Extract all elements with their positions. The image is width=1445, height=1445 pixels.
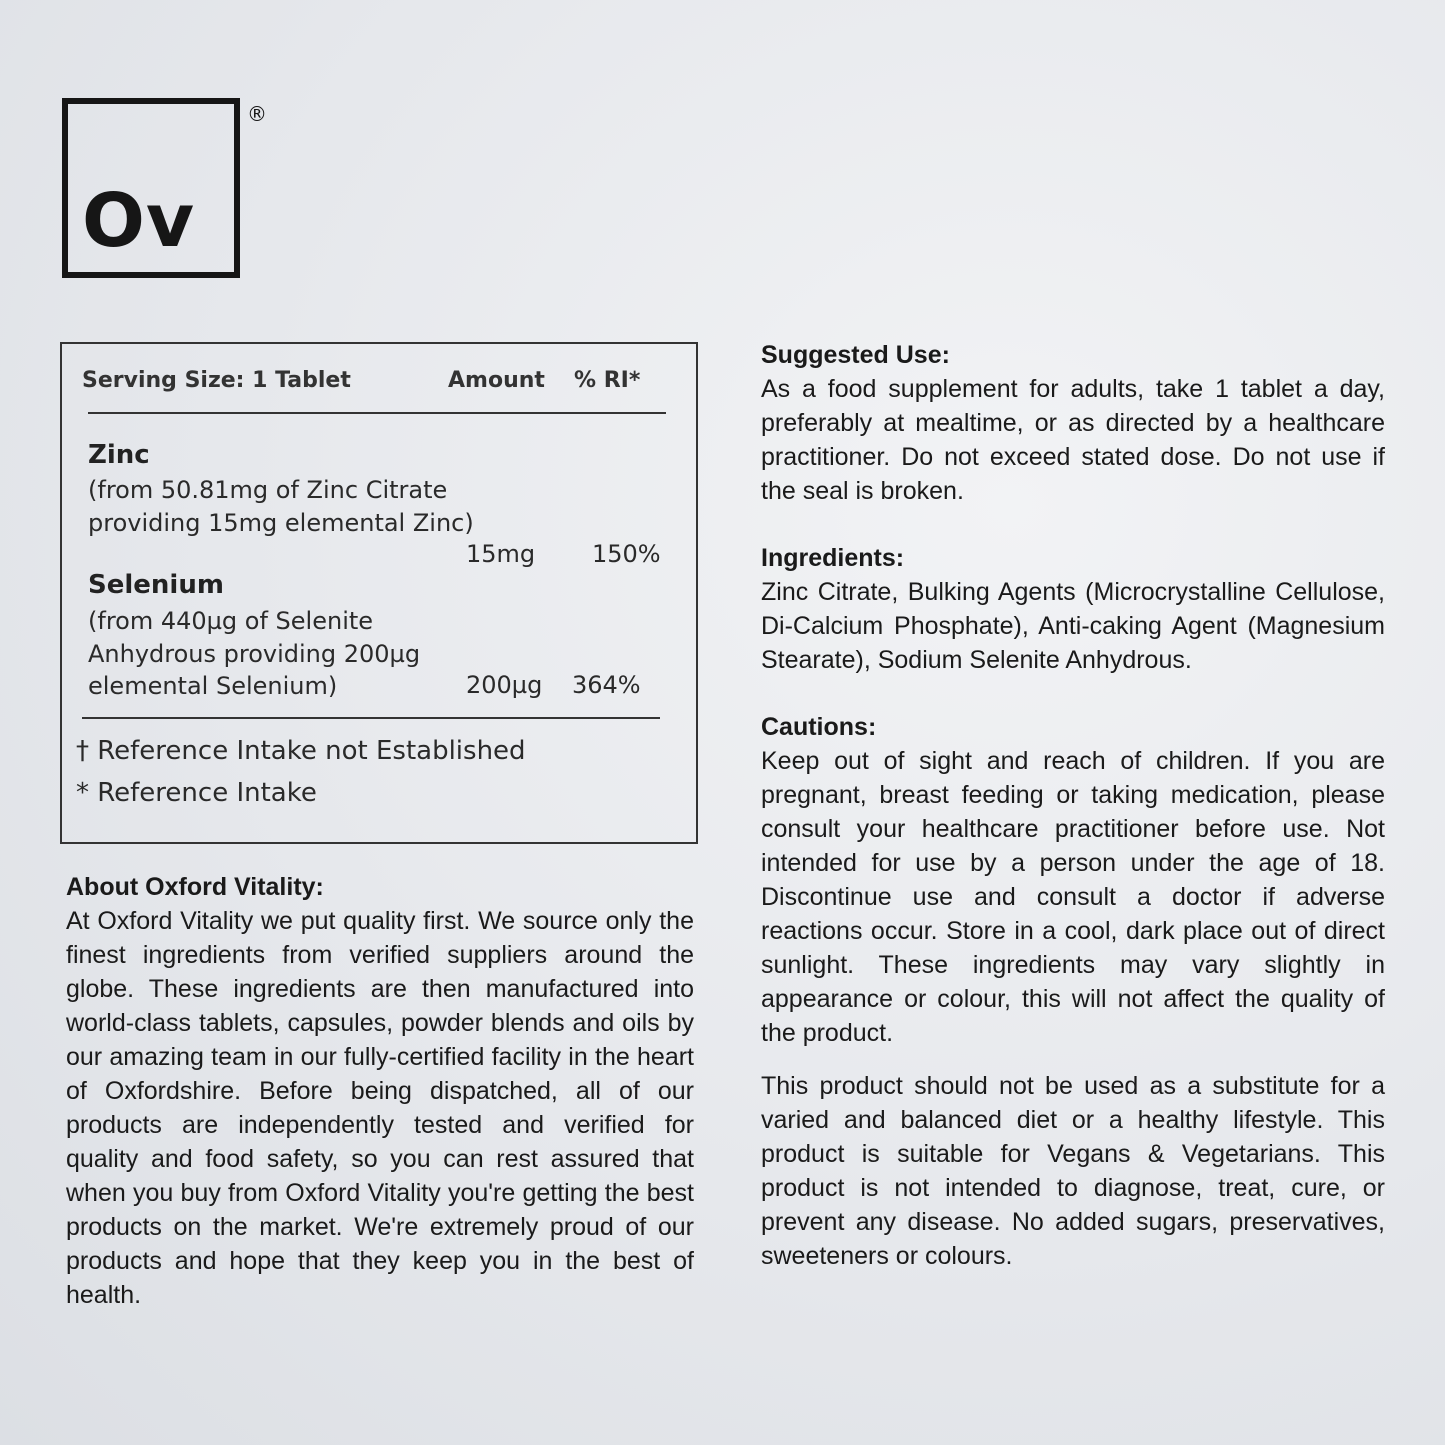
footer-divider	[82, 717, 660, 719]
cautions-body: Keep out of sight and reach of children. If you are pregnant, breast feeding or taking medication, please consult your healthcare practitioner before use. Not intended for use by a person under the age of 18. Discontinue use and consult a doctor if adverse reactions occur. Store in a cool, dark place out of direct sunlight. These ingredients may vary slightly in appearance or colour, this will not affect the quality of the product.	[761, 747, 1385, 1047]
footnote: † Reference Intake not Established	[76, 736, 526, 766]
brand-logo	[62, 98, 240, 278]
nutrition-table	[60, 342, 698, 844]
disclaimer-section	[761, 1069, 1385, 1273]
suggested-use-section	[761, 338, 1385, 508]
ri-header: % RI*	[574, 368, 641, 393]
amount-header: Amount	[448, 368, 545, 393]
suggested-use-heading: Suggested Use:	[761, 341, 950, 369]
nutrient-ri: 364%	[572, 671, 641, 699]
nutrient-description: (from 440µg of Selenite Anhydrous providing 200µg elemental Selenium)	[88, 607, 421, 700]
nutrient-amount: 15mg	[466, 540, 536, 568]
registered-mark: ®	[247, 102, 267, 126]
cautions-section	[761, 710, 1385, 1050]
ingredients-heading: Ingredients:	[761, 544, 905, 572]
about-section	[66, 870, 694, 1312]
about-body: At Oxford Vitality we put quality first. We source only the finest ingredients from verified suppliers around the globe. These ingredients are then manufactured into world-class tablets, capsules, powder blends and oils by our amazing team in our fully-certified facility in the heart of Oxfordshire. Before being dispatched, all of our products are independently tested and verified for quality and food safety, so you can rest assured that when you buy from Oxford Vitality you're getting the best products on the market. We're extremely proud of our products and hope that they keep you in the best of health.	[66, 907, 694, 1309]
header-divider	[88, 412, 666, 414]
ingredients-body: Zinc Citrate, Bulking Agents (Microcrystalline Cellulose, Di-Calcium Phosphate), Anti-caking Agent (Magnesium Stearate), Sodium Selenite Anhydrous.	[761, 578, 1385, 674]
footnote: * Reference Intake	[76, 778, 317, 808]
logo-text: Ov	[82, 178, 196, 264]
nutrient-name: Selenium	[88, 570, 224, 600]
nutrient-ri: 150%	[592, 540, 661, 568]
suggested-use-body: As a food supplement for adults, take 1 tablet a day, preferably at mealtime, or as directed by a healthcare practitioner. Do not exceed stated dose. Do not use if the seal is broken.	[761, 375, 1385, 505]
disclaimer-body: This product should not be used as a substitute for a varied and balanced diet or a healthy lifestyle. This product is suitable for Vegans & Vegetarians. This product is not intended to diagnose, treat, cure, or prevent any disease. No added sugars, preservatives, sweeteners or colours.	[761, 1072, 1385, 1270]
nutrient-description: (from 50.81mg of Zinc Citrate providing 15mg elemental Zinc)	[88, 476, 474, 537]
ingredients-section	[761, 541, 1385, 677]
nutrient-name: Zinc	[88, 440, 150, 470]
nutrient-amount: 200µg	[466, 671, 543, 699]
about-heading: About Oxford Vitality:	[66, 873, 324, 901]
serving-size-header: Serving Size: 1 Tablet	[82, 368, 351, 393]
cautions-heading: Cautions:	[761, 713, 877, 741]
